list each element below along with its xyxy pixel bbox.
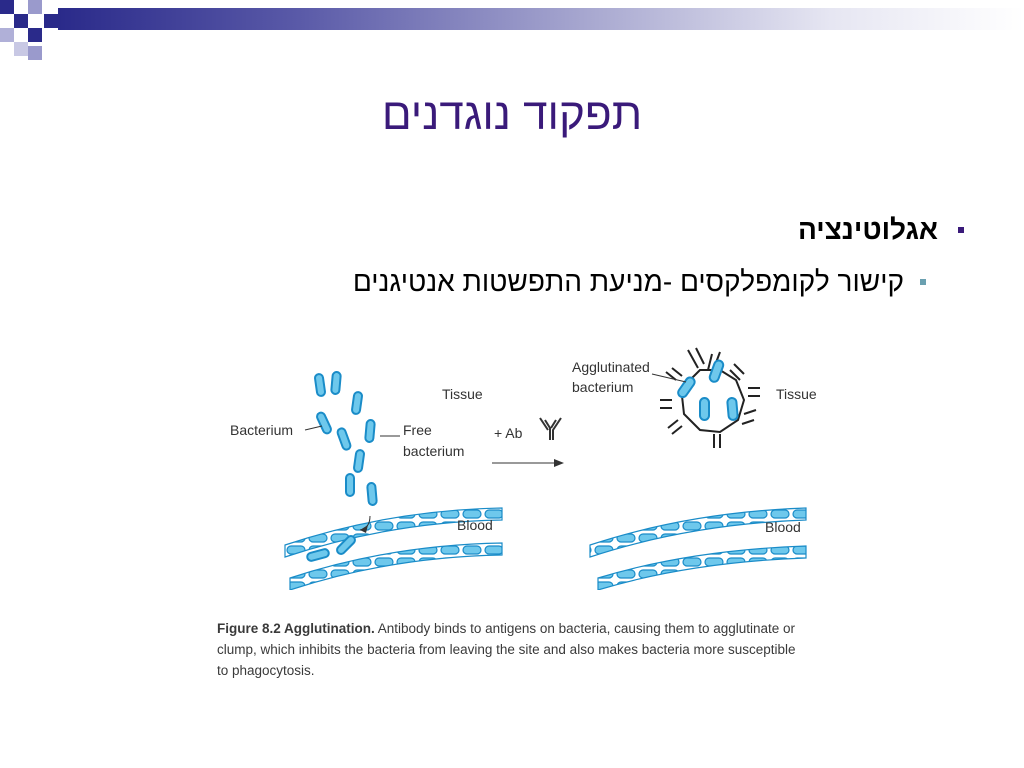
caption-bold: Figure 8.2 Agglutination.: [217, 621, 375, 636]
header-gradient-bar: [58, 8, 1024, 30]
header-square: [0, 0, 14, 14]
caption-text: Antibody binds to antigens on bacteria, causing them to agglutinate or clump, which inhibits the bacteria from leaving the site and also makes bacteria more susceptible to phagocytosis.: [217, 621, 796, 678]
free-bacterium-label-1: Free: [403, 422, 432, 438]
antibody-icon: [540, 418, 561, 440]
blood-label-right: Blood: [765, 519, 801, 535]
tissue-label-left: Tissue: [442, 386, 483, 402]
bullet-sub-text: קישור לקומפלקסים -מניעת התפשטות אנטיגנים: [352, 266, 904, 297]
tissue-label-right: Tissue: [776, 386, 817, 402]
slide-title: תפקוד נוגדנים: [381, 90, 643, 139]
header-square: [44, 14, 58, 28]
bullet-marker: [920, 279, 926, 285]
agglutinated-label-2: bacterium: [572, 379, 634, 395]
header-square: [14, 0, 28, 14]
header-square: [14, 42, 28, 56]
antibody-label: + Ab: [494, 425, 523, 441]
agglutinated-label-1: Agglutinated: [572, 359, 650, 375]
figure-caption: [217, 618, 797, 681]
header-square: [28, 28, 42, 42]
bullet-sub: [353, 266, 926, 298]
header-square: [14, 14, 28, 28]
free-bacterium-label-2: bacterium: [403, 443, 465, 459]
bacterium-label: Bacterium: [230, 422, 294, 438]
header-square: [0, 28, 14, 42]
agglutinated-cluster: [660, 348, 760, 448]
bullet-main-text: אגלוטינציה: [797, 214, 938, 245]
bullet-main: [798, 214, 964, 246]
agglutination-figure: [220, 340, 820, 590]
header-square: [28, 0, 42, 14]
blood-label-left: Blood: [457, 517, 493, 533]
bullet-marker: [958, 227, 964, 233]
header-square: [28, 46, 42, 60]
reaction-arrowhead: [554, 459, 564, 467]
